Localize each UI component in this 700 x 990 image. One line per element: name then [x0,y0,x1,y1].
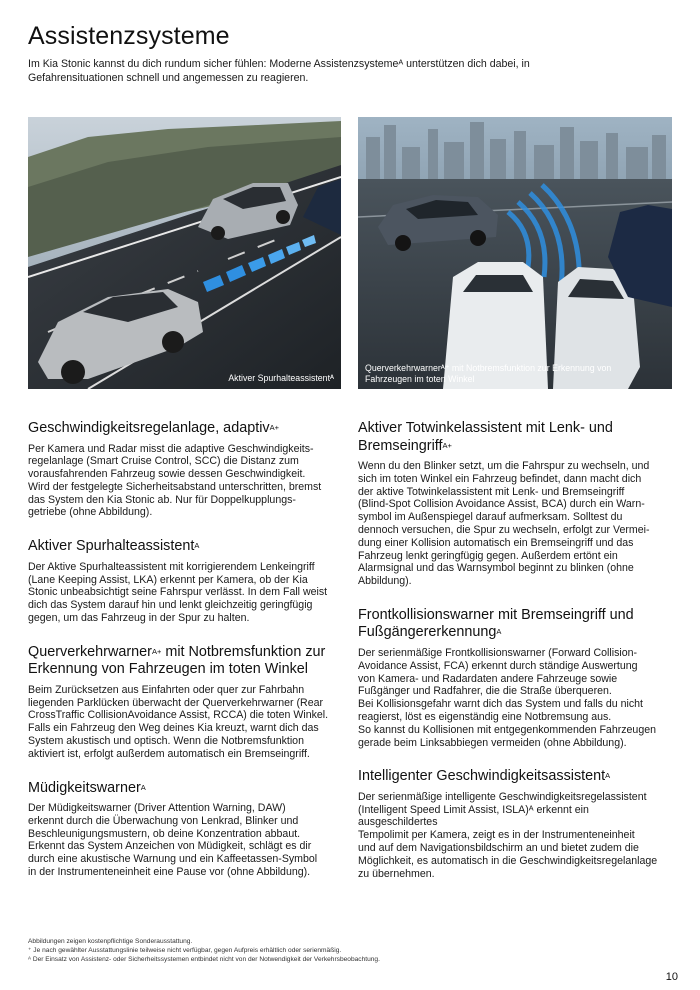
section-adaptive-cruise [28,420,340,519]
section-blind-spot [358,420,670,588]
section-title: Aktiver Totwinkelassistent mit Lenk- und Bremseingriff$^{A+}$ [358,420,613,454]
section-forward-collision [358,607,670,749]
section-title: Aktiver Spurhalteassistent$^A$ [28,538,200,555]
lane-keeping-photo [28,117,341,389]
footnote: Abbildungen zeigen kostenpflichtige Sonderausstattung. [28,938,193,945]
footnote: ᴬ Der Einsatz von Assistenz- oder Sicherheitssystemen entbindet nicht von der Notwendigkeit der Verkehrsbeobachtung. [28,956,380,963]
left-column [28,420,340,898]
section-title: Querverkehrwarner$^{A+}$ mit Notbremsfunktion zur Erkennung von Fahrzeugen im toten Winkel [28,643,326,678]
section-driver-attention [28,780,340,879]
footnote: ⁺ Je nach gewählter Ausstattungslinie teilweise nicht verfügbar, gegen Aufpreis erhältlich oder serienmäßig. [28,947,342,954]
section-title: Intelligenter Geschwindigkeitsassistent$^A$ [358,768,611,785]
section-body: Der Müdigkeitswarner (Driver Attention Warning, DAW) erkennt durch die Überwachung von Lenkrad, Blinker und Beschleunigungsmustern, ob deine Konzentration abbaut. Erkennt das System Anzeichen von Müdigkeit, schlägt es dir durch eine akustische Warnung und ein Kaffeetassen-Symbol in der Instrumenteneinheit eine Pause vor (ohne Abbildung). [28,802,318,879]
page-title: Assistenzsysteme [28,22,230,50]
section-speed-limit [358,768,670,880]
section-lane-keeping [28,538,340,624]
section-title: Geschwindigkeitsregelanlage, adaptiv$^{A+}$ [28,420,279,436]
section-rear-cross-traffic [28,644,340,761]
rear-cross-traffic-caption: Querverkehrwarnerᴬ⁺ mit Notbremsfunktion zur Erkennung von Fahrzeugen im toten Winkel [365,363,612,384]
section-title: Müdigkeitswarner$^A$ [28,779,146,796]
lane-keeping-illustration [28,117,341,389]
section-body: Der serienmäßige intelligente Geschwindigkeitsregelassistent (Intelligent Speed Limit Assist, ISLA)ᴬ erkennt ein ausgeschildertes Tempolimit per Kamera, zeigt es in der Instrumenteneinheit und auf dem Navigationsbildschirm an und bietet zudem die Möglichkeit, es automatisch in die Geschwindigkeitsregelanlage zu übernehmen. [358,790,658,880]
section-body: Der serienmäßige Frontkollisionswarner (Forward Collision- Avoidance Assist, FCA) erkennt durch ständige Auswertung von Kamera- und Radardaten andere Fahrzeuge sowie Fußgänger und Radfahrer, die die Straße überqueren. Bei Kollisionsgefahr warnt dich das System und falls du nicht reagierst, löst es eigenständig eine Notbremsung aus. So kannst du Kollisionen mit entgegenkommenden Fahrzeugen gerade beim Linksabbiegen vermeiden (ohne Abbildung). [358,646,656,749]
section-body: Wenn du den Blinker setzt, um die Fahrspur zu wechseln, und sich im toten Winkel ein Fahrzeug befindet, dann macht dich der aktive Totwinkelassistent mit Lenk- und Bremseingriff (Blind-Spot Collision Avoidance Assist, BCA) durch ein Warn- symbol im Außenspiegel darauf aufmerksam. Solltest du dennoch versuchen, die Spur zu wechseln, erfolgt zur Vermei- dung einer Kollision automatisch ein Bremseingriff und das Fahrzeug lenkt geringfügig gegen. Außerdem ertönt ein Alarmsignal und das Warnsymbol beginnt zu blinken (ohne Abbildung). [358,460,650,588]
section-body: Der Aktive Spurhalteassistent mit korrigierendem Lenkeingriff (Lane Keeping Assist, LKA) erkennt per Kamera, ob der Kia Stonic unbeabsichtigt seine Fahrspur verlässt. In dem Fall weist dich das System darauf hin und lenkt gleichzeitig geringfügig gegen, um das Fahrzeug in der Spur zu halten. [28,560,328,624]
section-body: Beim Zurücksetzen aus Einfahrten oder quer zur Fahrbahn liegenden Parklücken überwacht der Querverkehrwarner (Rear CrossTraffic CollisionAvoidance Assist, RCCA) die toten Winkel. Falls ein Fahrzeug den Weg deines Kia kreuzt, warnt dich das System akustisch und optisch. Wenn die Notbremsfunktion aktiviert ist, erfolgt außerdem automatisch ein Bremseingriff. [28,683,329,760]
section-body: Per Kamera und Radar misst die adaptive Geschwindigkeits- regelanlage (Smart Cruise Control, SCC) die Distanz zum vorausfahrenden Fahrzeug sowie dessen Geschwindigkeit. Wird der festgelegte Sicherheitsabstand unterschritten, bremst das System den Kia Stonic ab. Nur für Doppelkupplungs- getriebe (ohne Abbildung). [28,442,322,519]
lane-keeping-caption: Aktiver Spurhalteassistentᴬ [228,372,334,383]
section-title: Frontkollisionswarner mit Bremseingriff und Fußgängererkennung$^A$ [358,606,634,641]
right-column [358,420,670,899]
intro-text: Im Kia Stonic kannst du dich rundum sicher fühlen: Moderne Assistenzsystemeᴬ unterstützen dich dabei, in Gefahrensituationen schnell und angemessen zu reagieren. [28,58,530,84]
rear-cross-traffic-photo [358,117,672,389]
footnotes [28,937,380,964]
rear-cross-traffic-illustration [358,117,672,389]
page-number: 10 [665,971,678,983]
